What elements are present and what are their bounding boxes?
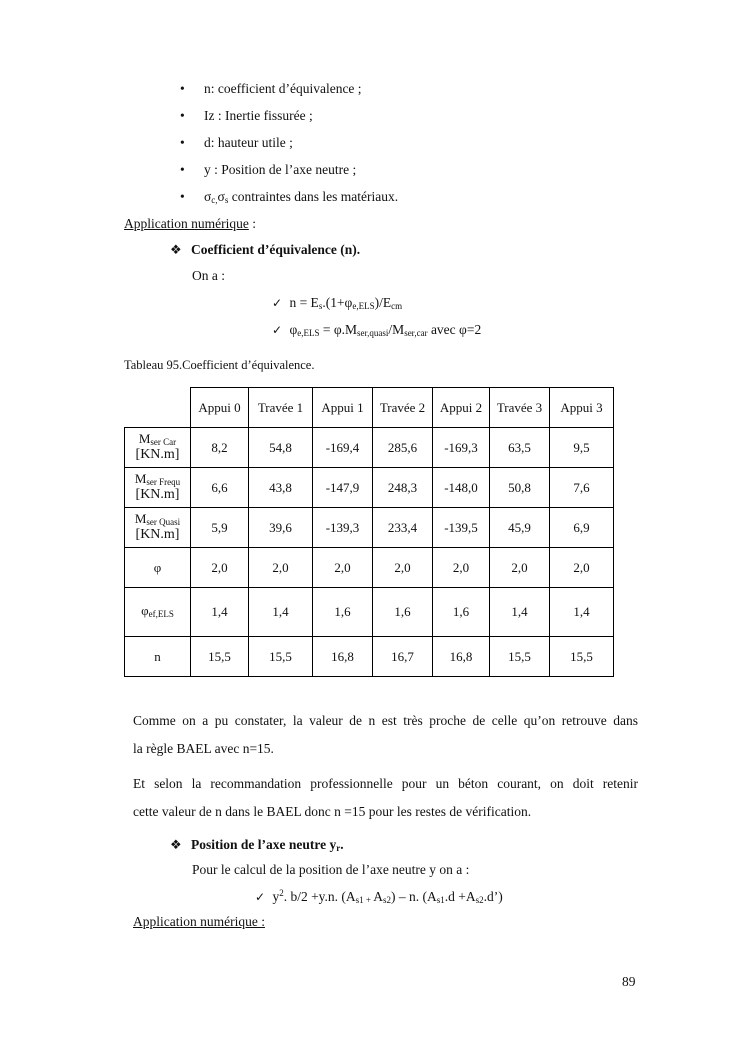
page-number: 89 xyxy=(622,974,636,989)
body-text: On a : xyxy=(192,268,225,283)
section-heading: ❖ Coefficient d’équivalence (n). xyxy=(170,242,361,258)
section-heading: ❖ Position de l’axe neutre $y_r$. xyxy=(170,837,344,853)
paragraph-line: Et selon la recommandation professionnelle pour un béton courant, on doit retenir xyxy=(133,776,638,791)
table-cell: 2,0 xyxy=(313,548,373,588)
table-corner xyxy=(125,388,191,428)
table-cell: -148,0 xyxy=(433,468,490,508)
table-cell: 43,8 xyxy=(249,468,313,508)
formula-phi: ✓ $\varphi_{e,ELS} = \varphi.M_{ser,quasi}/M_{ser,car}$ avec φ=2 xyxy=(272,322,482,338)
table-cell: 6,6 xyxy=(191,468,249,508)
table-cell: 1,6 xyxy=(313,588,373,637)
table-cell: 248,3 xyxy=(373,468,433,508)
equivalence-table xyxy=(124,387,614,677)
table-header-row xyxy=(125,388,614,428)
table-cell: 16,8 xyxy=(313,637,373,677)
bullet-icon: • xyxy=(180,81,185,96)
table-cell: -169,4 xyxy=(313,428,373,468)
table-cell: 2,0 xyxy=(433,548,490,588)
list-item-text: y : Position de l’axe neutre ; xyxy=(204,162,357,177)
column-header: Appui 3 xyxy=(550,388,614,428)
row-header: $\varphi_{ef,ELS}$ xyxy=(125,588,191,637)
checkmark-icon: ✓ xyxy=(255,890,266,904)
diamond-bullet-icon: ❖ xyxy=(170,243,182,258)
list-item-text: Iz : Inertie fissurée ; xyxy=(204,108,313,123)
table-cell: 233,4 xyxy=(373,508,433,548)
formula-neutral-axis: ✓ $y^2$. b/2 +y.n. ($A_{s1 +}$ $A_{s2}$) – n. ($A_{s1}.d$ $+A_{s2}.d$’) xyxy=(255,888,503,905)
table-cell: 2,0 xyxy=(191,548,249,588)
table-row xyxy=(125,548,614,588)
body-text: Pour le calcul de la position de l’axe neutre y on a : xyxy=(192,862,470,877)
column-header: Travée 3 xyxy=(490,388,550,428)
row-header: φ xyxy=(125,548,191,588)
column-header: Appui 0 xyxy=(191,388,249,428)
column-header: Travée 1 xyxy=(249,388,313,428)
bullet-icon: • xyxy=(180,162,185,177)
bullet-icon: • xyxy=(180,189,185,204)
table-cell: 5,9 xyxy=(191,508,249,548)
table-cell: 15,5 xyxy=(550,637,614,677)
diamond-bullet-icon: ❖ xyxy=(170,838,182,853)
table-cell: -147,9 xyxy=(313,468,373,508)
table-cell: 1,6 xyxy=(433,588,490,637)
table-cell: 16,8 xyxy=(433,637,490,677)
table-cell: 50,8 xyxy=(490,468,550,508)
table-row xyxy=(125,468,614,508)
table-cell: -139,3 xyxy=(313,508,373,548)
table-cell: 63,5 xyxy=(490,428,550,468)
paragraph-line: Comme on a pu constater, la valeur de n est très proche de celle qu’on retrouve dans xyxy=(133,713,638,728)
table-cell: 8,2 xyxy=(191,428,249,468)
table-cell: 16,7 xyxy=(373,637,433,677)
formula-n: ✓ $n = E_s.(1+\varphi_{e,ELS})/E_{cm}$ xyxy=(272,295,403,311)
table-cell: 2,0 xyxy=(550,548,614,588)
table-cell: 1,4 xyxy=(191,588,249,637)
list-item-text: d: hauteur utile ; xyxy=(204,135,293,150)
bullet-icon: • xyxy=(180,135,185,150)
table-cell: 39,6 xyxy=(249,508,313,548)
table-cell: 54,8 xyxy=(249,428,313,468)
row-header: $M_{ser Quasi}$ [KN.m] xyxy=(125,508,191,548)
table-cell: 1,4 xyxy=(550,588,614,637)
table-cell: 15,5 xyxy=(249,637,313,677)
table-cell: 7,6 xyxy=(550,468,614,508)
table-cell: 1,4 xyxy=(249,588,313,637)
section-label: Application numérique : xyxy=(133,914,265,929)
table-cell: 1,4 xyxy=(490,588,550,637)
bullet-icon: • xyxy=(180,108,185,123)
column-header: Travée 2 xyxy=(373,388,433,428)
column-header: Appui 2 xyxy=(433,388,490,428)
table-cell: 9,5 xyxy=(550,428,614,468)
table-cell: 6,9 xyxy=(550,508,614,548)
table-cell: 2,0 xyxy=(490,548,550,588)
table-row xyxy=(125,588,614,637)
paragraph-line: cette valeur de n dans le BAEL donc n =15 pour les restes de vérification. xyxy=(133,804,532,819)
list-item-text: $\sigma_{c,}\sigma_s$ contraintes dans les matériaux. xyxy=(204,189,399,205)
table-row xyxy=(125,637,614,677)
table-cell: 15,5 xyxy=(490,637,550,677)
table-cell: 45,9 xyxy=(490,508,550,548)
row-header: $M_{ser Frequ}$ [KN.m] xyxy=(125,468,191,508)
table-cell: -169,3 xyxy=(433,428,490,468)
table-cell: 285,6 xyxy=(373,428,433,468)
row-header: n xyxy=(125,637,191,677)
table-cell: 15,5 xyxy=(191,637,249,677)
table-cell: 2,0 xyxy=(373,548,433,588)
column-header: Appui 1 xyxy=(313,388,373,428)
section-label: Application numérique : xyxy=(124,216,256,231)
checkmark-icon: ✓ xyxy=(272,323,283,337)
table-cell: -139,5 xyxy=(433,508,490,548)
paragraph xyxy=(133,770,638,826)
table-cell: 2,0 xyxy=(249,548,313,588)
table-cell: 1,6 xyxy=(373,588,433,637)
list-item-text: n: coefficient d’équivalence ; xyxy=(204,81,362,96)
paragraph-line: la règle BAEL avec n=15. xyxy=(133,741,274,756)
table-caption: Tableau 95.Coefficient d’équivalence. xyxy=(124,358,315,372)
paragraph xyxy=(133,707,638,763)
row-header: $M_{ser Car}$ [KN.m] xyxy=(125,428,191,468)
table-row xyxy=(125,508,614,548)
table-row xyxy=(125,428,614,468)
checkmark-icon: ✓ xyxy=(272,296,283,310)
